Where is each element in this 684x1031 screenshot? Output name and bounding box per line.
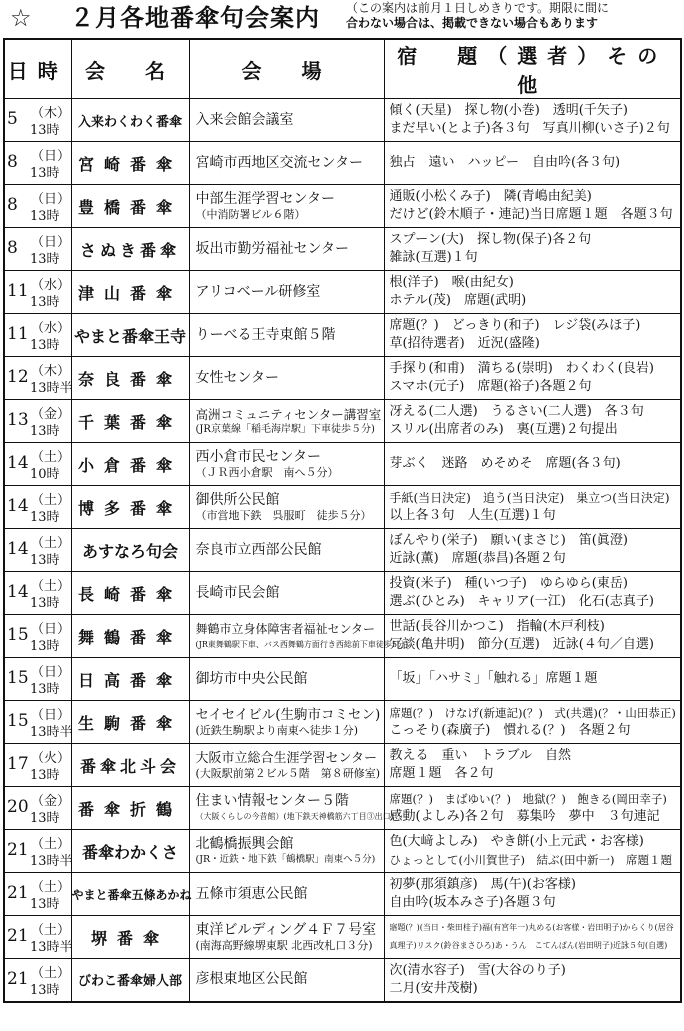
- date-cell: [4, 873, 71, 916]
- start-time: 13時: [30, 682, 60, 697]
- start-time: 13時: [30, 897, 60, 912]
- start-time: 10時: [30, 467, 60, 482]
- weekday: （木）: [31, 106, 71, 121]
- day: 14: [7, 496, 29, 516]
- weekday: （金）: [31, 407, 71, 422]
- day: 11: [7, 281, 29, 301]
- venue-name: 五條市須恵公民館: [195, 885, 308, 902]
- topics-line-1: 手紙(当日決定) 追う(当日決定) 巣立つ(当日決定): [389, 491, 670, 505]
- start-time: 13時: [30, 424, 60, 439]
- table-row: [4, 830, 681, 873]
- meeting-name: 長崎番傘: [71, 572, 189, 615]
- meeting-name: 番傘北斗会: [71, 744, 189, 787]
- date-cell: [4, 830, 71, 873]
- start-time: 13時半: [30, 725, 73, 740]
- venue-cell: [189, 959, 384, 1002]
- topics-line-1: 冴える(二人選) うるさい(二人選) 各３句: [389, 404, 644, 419]
- venue-name: 西小倉市民センター: [195, 449, 321, 465]
- topics-line-2: 草(招待選者) 近況(盛隆): [389, 336, 540, 351]
- venue-cell: [189, 572, 384, 615]
- day: 21: [7, 883, 29, 903]
- page-header: [0, 0, 684, 36]
- venue-name: セイセイビル(生駒市コミセン): [195, 707, 381, 723]
- topics-line-2: 雑詠(互選)１句: [389, 250, 478, 265]
- day: 13: [7, 410, 29, 430]
- topics-line-2: ひょっとして(小川賀世子) 結ぶ(田中新一) 席題１題: [389, 853, 672, 867]
- date-cell: [4, 314, 71, 357]
- topics-line-1: 席題(？) けなげ(新連記)(？) 式(共選)(？・山田恭正): [389, 706, 676, 720]
- topics-line-2: 近詠(薫) 席題(恭昌)各題２句: [389, 551, 566, 566]
- topics-line-2: 感動(よしみ)各２句 募集吟 夢中 ３句連記: [389, 809, 660, 824]
- topics-line-1: 寤題(？)(当日・柴田桂子)福(有宮年一)丸める(お客様・岩田明子)からくり(居谷: [389, 923, 674, 932]
- star-icon: ☆: [10, 4, 32, 32]
- meeting-name: 宮崎番傘: [71, 142, 189, 185]
- topics-line-2: こっそり(森廣子) 慣れる(？) 各題２句: [389, 723, 631, 738]
- weekday: （土）: [31, 880, 71, 895]
- venue-note: (大阪駅前第２ビル５階 第８研修室): [195, 767, 381, 780]
- meeting-schedule-table: [3, 38, 682, 1003]
- topics-line-2: スリル(出席者のみ) 裏(互選)２句提出: [389, 422, 618, 437]
- venue-note: (JR・近鉄・地下鉄「鶴橋駅」南東へ５分): [195, 854, 376, 865]
- date-cell: [4, 744, 71, 787]
- weekday: （水）: [31, 278, 71, 293]
- venue-name: 彦根東地区公民館: [195, 971, 308, 988]
- venue-cell: [189, 744, 384, 787]
- venue-name: 高洲コミュニティセンター講習室: [195, 407, 382, 422]
- table-header-row: [4, 39, 681, 99]
- table-row: [4, 443, 681, 486]
- date-cell: [4, 486, 71, 529]
- table-row: [4, 787, 681, 830]
- topics-line-2: だけど(鈴木順子・連記)当日席題１題 各題３句: [389, 207, 673, 222]
- table-row: [4, 916, 681, 959]
- meeting-name: 生駒番傘: [71, 701, 189, 744]
- venue-cell: [189, 916, 384, 959]
- venue-name: 中部生涯学習センター: [195, 191, 335, 207]
- venue-name: 住まい情報センター５階: [195, 793, 349, 809]
- topics-cell: [384, 572, 681, 615]
- topics-cell: [384, 142, 681, 185]
- date-cell: [4, 787, 71, 830]
- table-row: [4, 959, 681, 1002]
- start-time: 13時: [30, 295, 60, 310]
- meeting-name: 小倉番傘: [71, 443, 189, 486]
- topics-line-2: スマホ(元子) 席題(裕子)各題２句: [389, 379, 592, 394]
- venue-name: 御坊市中央公民館: [195, 670, 308, 687]
- topics-line-2: 自由吟(坂本みさ子)各題３句: [389, 895, 556, 910]
- meeting-name: 津山番傘: [71, 271, 189, 314]
- venue-cell: [189, 443, 384, 486]
- table-row: [4, 529, 681, 572]
- day: 8: [7, 238, 18, 258]
- date-cell: [4, 572, 71, 615]
- topics-cell: [384, 615, 681, 658]
- venue-note: (JR東舞鶴駅下車、バス西舞鶴方面行き西総前下車徒歩5分): [195, 640, 409, 649]
- start-time: 13時半: [30, 854, 73, 869]
- meeting-name: 千葉番傘: [71, 400, 189, 443]
- topics-cell: [384, 185, 681, 228]
- venue-name: 長崎市民会館: [195, 584, 280, 601]
- weekday: （土）: [31, 450, 71, 465]
- topics-line-1: 「坂」「ハサミ」「触れる」席題１題: [389, 671, 598, 686]
- venue-cell: [189, 314, 384, 357]
- table-row: [4, 99, 681, 142]
- meeting-name: あすなろ句会: [71, 529, 189, 572]
- table-row: [4, 400, 681, 443]
- table-row: [4, 228, 681, 271]
- table-row: [4, 486, 681, 529]
- venue-name: 舞鶴市立身体障害者福祉センター: [195, 622, 376, 636]
- venue-note: （市営地下鉄 呉服町 徒歩５分）: [195, 509, 372, 522]
- topics-cell: [384, 744, 681, 787]
- date-cell: [4, 271, 71, 314]
- topics-line-1: 初夢(那須鎮彦) 馬(午)(お客様): [389, 877, 576, 892]
- topics-cell: [384, 916, 681, 959]
- topics-cell: [384, 486, 681, 529]
- column-header-venue: 会 場: [189, 39, 384, 99]
- venue-cell: [189, 185, 384, 228]
- start-time: 13時: [30, 553, 60, 568]
- day: 21: [7, 969, 29, 989]
- meeting-name: さぬき番傘: [71, 228, 189, 271]
- meeting-name: 番傘折鶴: [71, 787, 189, 830]
- venue-name: アリコベール研修室: [195, 283, 321, 300]
- topics-cell: [384, 400, 681, 443]
- date-cell: [4, 185, 71, 228]
- topics-cell: [384, 357, 681, 400]
- weekday: （土）: [31, 493, 71, 508]
- topics-line-2: ホテル(茂) 席題(武明): [389, 293, 527, 308]
- day: 15: [7, 625, 29, 645]
- venue-cell: [189, 701, 384, 744]
- topics-line-1: 手探り(和甫) 満ちる(崇明) わくわく(良岩): [389, 361, 654, 376]
- venue-cell: [189, 873, 384, 916]
- weekday: （火）: [31, 751, 71, 766]
- day: 20: [7, 797, 29, 817]
- weekday: （土）: [31, 579, 71, 594]
- date-cell: [4, 916, 71, 959]
- topics-cell: [384, 228, 681, 271]
- weekday: （日）: [31, 708, 71, 723]
- table-row: [4, 615, 681, 658]
- venue-note: (JR京葉線「稲毛海岸駅」下車徒歩５分): [195, 424, 375, 435]
- deadline-note-line2: 合わない場合は、掲載できない場合もあります: [346, 16, 599, 30]
- table-row: [4, 572, 681, 615]
- topics-line-1: 傾く(天星) 探し物(小巻) 透明(千矢子): [389, 103, 628, 118]
- venue-cell: [189, 99, 384, 142]
- date-cell: [4, 228, 71, 271]
- venue-cell: [189, 142, 384, 185]
- venue-cell: [189, 486, 384, 529]
- meeting-name: 舞鶴番傘: [71, 615, 189, 658]
- meeting-name: 博多番傘: [71, 486, 189, 529]
- venue-cell: [189, 615, 409, 658]
- meeting-name: 日高番傘: [71, 658, 189, 701]
- topics-line-2: 真理子)リスク(鈴谷まさひろ)あ・うん こてんぱん(岩田明子)近詠５句(自選): [389, 941, 668, 950]
- date-cell: [4, 959, 71, 1002]
- topics-line-1: 教える 重い トラブル 自然: [389, 748, 571, 763]
- start-time: 13時: [30, 209, 60, 224]
- topics-cell: [384, 873, 681, 916]
- topics-line-2: 冗談(亀井明) 節分(互選) 近詠(４句／自選): [389, 637, 654, 652]
- meeting-name: やまと番傘王寺: [71, 314, 189, 357]
- venue-cell: [189, 400, 384, 443]
- venue-note: （ＪＲ西小倉駅 南へ５分）: [195, 466, 339, 479]
- column-header-meeting-name: 会 名: [71, 39, 189, 99]
- day: 14: [7, 539, 29, 559]
- topics-line-2: まだ早い(とよ子)各３句 写真川柳(いさ子)２句: [389, 121, 670, 136]
- table-body: [4, 99, 681, 1002]
- venue-name: 御供所公民館: [195, 492, 280, 508]
- venue-name: りーべる王寺東館５階: [195, 326, 336, 343]
- topics-line-2: 選ぶ(ひとみ) キャリア(一江) 化石(志真子): [389, 594, 654, 609]
- venue-name: 東洋ビルディング４Ｆ７号室: [195, 922, 377, 938]
- start-time: 13時半: [30, 940, 73, 955]
- venue-cell: [189, 658, 384, 701]
- meeting-name: 番傘わかくさ: [71, 830, 189, 873]
- topics-line-2: 席題１題 各２句: [389, 766, 494, 781]
- venue-cell: [189, 787, 394, 830]
- table-row: [4, 185, 681, 228]
- venue-cell: [189, 228, 384, 271]
- weekday: （金）: [31, 794, 71, 809]
- topics-line-2: 以上各３句 人生(互選)１句: [389, 508, 556, 523]
- date-cell: [4, 701, 71, 744]
- table-row: [4, 701, 681, 744]
- table-row: [4, 314, 681, 357]
- venue-name: 大阪市立総合生涯学習センター: [195, 751, 377, 766]
- deadline-note-line1: （この案内は前月１日しめきりです。期限に間に: [346, 1, 610, 15]
- venue-cell: [189, 529, 384, 572]
- day: 8: [7, 152, 18, 172]
- meeting-name: 豊橋番傘: [71, 185, 189, 228]
- date-cell: [4, 357, 71, 400]
- venue-name: 宮崎市西地区交流センター: [195, 154, 363, 171]
- topics-line-1: 世話(長谷川かつこ) 指輪(木戸利枝): [389, 619, 605, 634]
- day: 15: [7, 668, 29, 688]
- topics-line-1: 通販(小松くみ子) 隣(青嶋由紀美): [389, 189, 592, 204]
- topics-line-1: 芽ぶく 迷路 めそめそ 席題(各３句): [389, 456, 621, 471]
- topics-cell: [384, 443, 681, 486]
- venue-name: 入来会館会議室: [195, 111, 294, 128]
- start-time: 13時: [30, 596, 60, 611]
- topics-line-1: 次(清水容子) 雪(大谷のり子): [389, 962, 566, 978]
- topics-line-1: 色(大﨑よしみ) やき餅(小上元武・お客様): [389, 834, 644, 849]
- topics-cell: [384, 787, 681, 830]
- topics-cell: [384, 271, 681, 314]
- weekday: （日）: [31, 622, 71, 637]
- day: 8: [7, 195, 18, 215]
- day: 21: [7, 926, 29, 946]
- start-time: 13時: [30, 768, 60, 783]
- weekday: （土）: [31, 837, 71, 852]
- venue-cell: [189, 271, 384, 314]
- topics-line-1: 席題(？) どっきり(和子) レジ袋(みほ子): [389, 318, 641, 333]
- table-row: [4, 357, 681, 400]
- venue-name: 坂出市勤労福祉センター: [195, 240, 349, 257]
- start-time: 13時: [30, 166, 60, 181]
- page-title: ２月各地番傘句会案内: [70, 3, 320, 32]
- start-time: 13時: [30, 811, 60, 826]
- topics-cell: [384, 701, 681, 744]
- weekday: （日）: [31, 235, 71, 250]
- start-time: 13時: [30, 338, 60, 353]
- date-cell: [4, 658, 71, 701]
- topics-cell: [384, 959, 681, 1002]
- venue-cell: [189, 357, 384, 400]
- topics-line-2: 二月(安井茂樹): [389, 980, 478, 996]
- topics-cell: [384, 830, 681, 873]
- meeting-name: 堺番傘: [71, 916, 189, 959]
- date-cell: [4, 529, 71, 572]
- topics-cell: [384, 658, 681, 701]
- start-time: 13時: [30, 252, 60, 267]
- start-time: 13時半: [30, 381, 73, 396]
- topics-line-1: スプーン(大) 探し物(保子)各２句: [389, 232, 592, 247]
- topics-cell: [384, 529, 681, 572]
- start-time: 13時: [30, 510, 60, 525]
- day: 14: [7, 453, 29, 473]
- meeting-name: 奈良番傘: [71, 357, 189, 400]
- start-time: 13時: [30, 639, 60, 654]
- date-cell: [4, 443, 71, 486]
- topics-line-1: 根(洋子) 喉(由紀女): [389, 275, 514, 290]
- table-row: [4, 744, 681, 787]
- day: 15: [7, 711, 29, 731]
- day: 21: [7, 840, 29, 860]
- date-cell: [4, 400, 71, 443]
- topics-line-1: 独占 遠い ハッピー 自由吟(各３句): [389, 155, 621, 170]
- table-row: [4, 658, 681, 701]
- start-time: 13時: [30, 123, 60, 138]
- venue-note: （大阪くらしの今昔館）(地下鉄天神橋筋六丁目③出口): [195, 812, 394, 821]
- table-row: [4, 142, 681, 185]
- topics-line-1: 投資(米子) 種(いつ子) ゆらゆら(東岳): [389, 576, 628, 591]
- topics-line-1: ぼんやり(栄子) 願い(まさじ) 笛(眞澄): [389, 533, 628, 548]
- venue-note: (近鉄生駒駅より南東へ徒歩１分): [195, 724, 359, 737]
- weekday: （日）: [31, 149, 71, 164]
- venue-note: (南海高野線堺東駅 北西改札口３分): [195, 939, 373, 952]
- venue-note: （中消防署ビル６階）: [195, 208, 306, 221]
- column-header-topics: 宿 題（選者）その他: [384, 39, 681, 99]
- start-time: 13時: [30, 983, 60, 998]
- venue-name: 女性センター: [195, 369, 279, 386]
- venue-name: 北鶴橋振興会館: [195, 836, 294, 852]
- day: 17: [7, 754, 29, 774]
- day: 11: [7, 324, 29, 344]
- weekday: （土）: [31, 923, 71, 938]
- deadline-note: [346, 1, 609, 31]
- topics-cell: [384, 314, 681, 357]
- venue-cell: [189, 830, 384, 873]
- topics-cell: [384, 99, 681, 142]
- table-row: [4, 873, 681, 916]
- day: 5: [7, 109, 18, 129]
- weekday: （木）: [31, 364, 71, 379]
- venue-name: 奈良市立西部公民館: [195, 541, 322, 558]
- meeting-name: 入来わくわく番傘: [71, 99, 189, 142]
- date-cell: [4, 615, 71, 658]
- weekday: （土）: [31, 536, 71, 551]
- weekday: （日）: [31, 192, 71, 207]
- column-header-datetime: 日時: [4, 39, 71, 99]
- weekday: （日）: [31, 665, 71, 680]
- topics-line-1: 席題(？) まばゆい(？) 地獄(？) 飽きる(岡田幸子): [389, 792, 667, 806]
- meeting-name: びわこ番傘婦人部: [71, 959, 189, 1002]
- weekday: （水）: [31, 321, 71, 336]
- date-cell: [4, 99, 71, 142]
- day: 14: [7, 582, 29, 602]
- day: 12: [7, 367, 29, 387]
- table-row: [4, 271, 681, 314]
- meeting-name: やまと番傘五條あかね: [71, 873, 189, 916]
- weekday: （土）: [31, 966, 71, 981]
- date-cell: [4, 142, 71, 185]
